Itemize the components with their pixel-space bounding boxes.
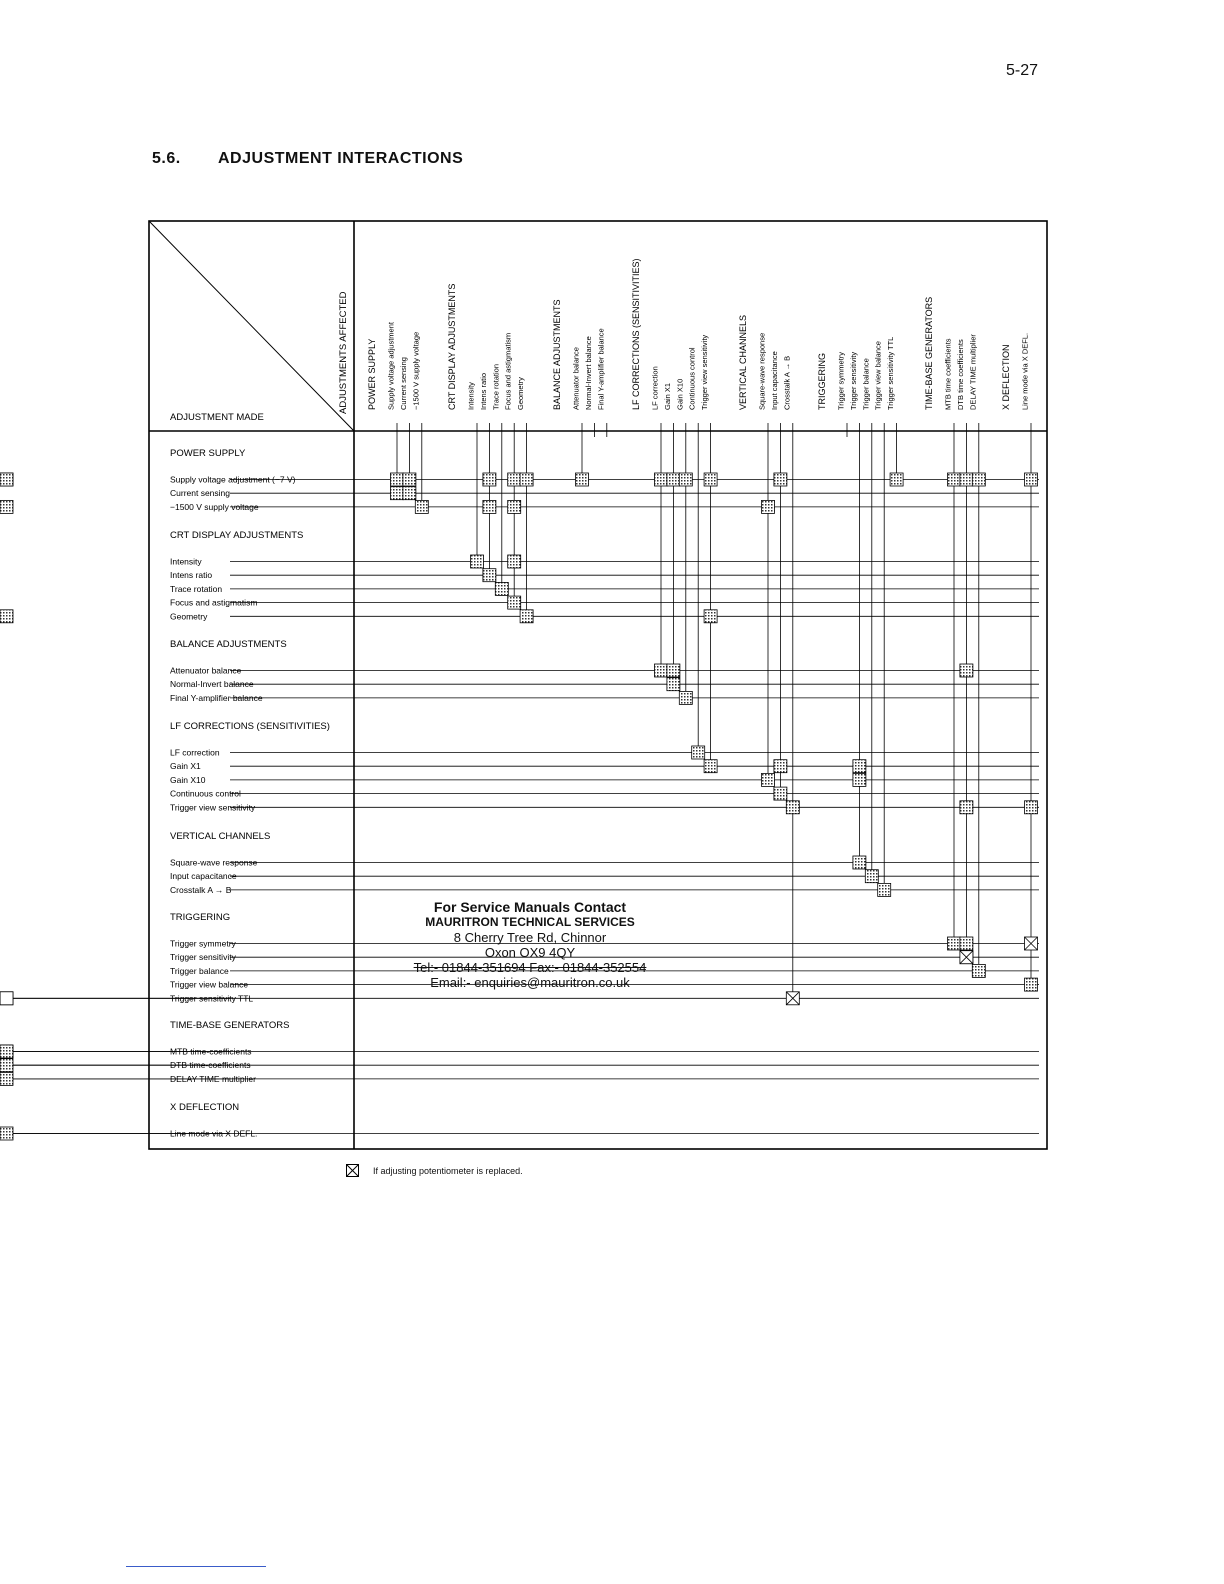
column-label: Trigger symmetry — [836, 351, 846, 410]
interaction-cell — [679, 691, 692, 704]
corner-diagonal — [149, 221, 354, 431]
column-group-2: BALANCE ADJUSTMENTS — [552, 299, 562, 410]
row-label: −1500 V supply voltage — [170, 501, 259, 512]
column-label: Crosstalk A → B — [782, 355, 792, 410]
interaction-cell — [853, 856, 866, 869]
row-label: Input capacitance — [170, 871, 237, 882]
interaction-cell — [960, 801, 973, 814]
column-label: DTB time coefficients — [955, 339, 965, 410]
interaction-cell — [960, 937, 973, 950]
row-group-3: LF CORRECTIONS (SENSITIVITIES) — [170, 721, 330, 732]
interaction-cell — [948, 473, 961, 486]
interaction-cell — [972, 964, 985, 977]
page-number: 5-27 — [1006, 62, 1039, 79]
row-group-4: VERTICAL CHANNELS — [170, 831, 271, 842]
column-group-6: TIME-BASE GENERATORS — [924, 296, 934, 410]
interaction-cell — [0, 1127, 13, 1140]
column-label: Geometry — [516, 377, 526, 410]
interaction-cell — [692, 746, 705, 759]
interaction-cell — [0, 1045, 13, 1058]
row-label: Continuous control — [170, 788, 241, 799]
row-label: Trigger symmetry — [170, 938, 236, 949]
row-label: Current sensing — [170, 488, 231, 499]
column-label: Square-wave response — [757, 332, 767, 410]
row-label: Trigger view balance — [170, 979, 249, 990]
row-label: LF correction — [170, 747, 220, 758]
interaction-cell — [667, 664, 680, 677]
interaction-cell — [655, 664, 668, 677]
legend-text: If adjusting potentiometer is replaced. — [373, 1165, 523, 1176]
interaction-cell — [391, 473, 404, 486]
row-label: MTB time-coefficients — [170, 1046, 252, 1057]
corner-label-adjustment-made: ADJUSTMENT MADE — [170, 412, 264, 423]
row-group-2: BALANCE ADJUSTMENTS — [170, 639, 287, 650]
column-label: Current sensing — [398, 357, 408, 410]
section-title: ADJUSTMENT INTERACTIONS — [218, 150, 464, 167]
column-label: Supply voltage adjustment — [386, 322, 396, 410]
column-group-3: LF CORRECTIONS (SENSITIVITIES) — [631, 258, 641, 410]
column-label: Trigger sensitivity TTL — [886, 336, 896, 410]
row-label: Gain X1 — [170, 761, 201, 772]
interaction-cell — [972, 473, 985, 486]
row-group-1: CRT DISPLAY ADJUSTMENTS — [170, 530, 304, 541]
column-label: Intensity — [466, 382, 476, 410]
row-group-6: TIME-BASE GENERATORS — [170, 1020, 290, 1031]
row-group-7: X DEFLECTION — [170, 1102, 240, 1113]
column-label: Trace rotation — [491, 364, 501, 410]
interaction-cell — [0, 500, 13, 513]
interaction-cell — [655, 473, 668, 486]
replaced-potentiometer-mark — [1025, 937, 1038, 950]
column-label: Continuous control — [687, 347, 697, 410]
row-label: Trigger balance — [170, 965, 229, 976]
interaction-cell — [704, 610, 717, 623]
interaction-cell — [495, 582, 508, 595]
column-label: Normal-Invert balance — [583, 336, 593, 410]
row-label: Intensity — [170, 556, 202, 567]
row-label: Trigger sensitivity — [170, 952, 236, 963]
interaction-cell — [1025, 801, 1038, 814]
interaction-cell — [508, 555, 521, 568]
contact-heading: For Service Manuals Contact — [433, 899, 627, 915]
interaction-cell — [853, 760, 866, 773]
interaction-cell — [508, 596, 521, 609]
interaction-cell — [403, 473, 416, 486]
interaction-cell — [865, 870, 878, 883]
column-label: Focus and astigmatism — [503, 332, 513, 410]
contact-phone: Tel:- 01844-351694 Fax:- 01844-352554 — [413, 960, 647, 975]
legend — [346, 1164, 523, 1177]
row-label: Focus and astigmatism — [170, 597, 258, 608]
interaction-cell — [667, 678, 680, 691]
row-label: Trace rotation — [170, 583, 223, 594]
row-group-5: TRIGGERING — [170, 912, 231, 923]
column-label: Intens ratio — [478, 372, 488, 410]
interaction-cell — [704, 760, 717, 773]
row-label: Trigger sensitivity TTL — [170, 993, 254, 1004]
column-label: Trigger view sensitivity — [700, 334, 710, 410]
interaction-cell — [786, 801, 799, 814]
interaction-cell — [878, 883, 891, 896]
interaction-cell — [483, 569, 496, 582]
footer-rule — [126, 1566, 266, 1567]
interaction-cell — [391, 487, 404, 500]
contact-address-2: Oxon OX9 4QY — [484, 945, 576, 960]
interaction-cell — [483, 473, 496, 486]
interaction-cell — [890, 473, 903, 486]
contact-email: Email:- enquiries@mauritron.co.uk — [430, 975, 630, 990]
interaction-cell — [403, 487, 416, 500]
replaced-potentiometer-icon — [346, 1164, 359, 1177]
interaction-cell — [0, 473, 13, 486]
column-label: −1500 V supply voltage — [411, 331, 421, 410]
column-group-0: POWER SUPPLY — [367, 338, 377, 410]
row-label: Normal-Invert balance — [170, 679, 254, 690]
row-label: Attenuator balance — [170, 665, 242, 676]
contact-stamp — [380, 900, 680, 990]
interaction-cell — [520, 610, 533, 623]
interaction-cell — [853, 773, 866, 786]
column-label: Trigger sensitivity — [848, 351, 858, 410]
row-label: Final Y-amplifier balance — [170, 692, 263, 703]
interaction-cell — [1025, 978, 1038, 991]
replaced-potentiometer-mark — [960, 951, 973, 964]
column-label: Gain X1 — [662, 382, 672, 410]
interaction-cell — [508, 500, 521, 513]
row-label: Geometry — [170, 611, 208, 622]
column-group-5: TRIGGERING — [817, 352, 827, 410]
column-group-7: X DEFLECTION — [1001, 344, 1011, 410]
section-number: 5.6. — [152, 150, 181, 167]
interaction-cell — [762, 500, 775, 513]
interaction-cell — [762, 773, 775, 786]
interaction-cell — [948, 937, 961, 950]
column-label: Final Y-amplifier balance — [596, 328, 606, 410]
interaction-cell — [1025, 473, 1038, 486]
contact-company: MAURITRON TECHNICAL SERVICES — [425, 915, 635, 929]
interaction-cell — [415, 500, 428, 513]
column-group-1: CRT DISPLAY ADJUSTMENTS — [447, 283, 457, 410]
row-label: Line mode via X DEFL. — [170, 1128, 258, 1139]
column-label: Input capacitance — [769, 351, 779, 410]
interaction-cell — [960, 664, 973, 677]
interaction-cell — [520, 473, 533, 486]
column-label: LF correction — [650, 366, 660, 410]
row-label: Supply voltage adjustment (−7 V) — [170, 474, 296, 485]
interaction-cell — [0, 610, 13, 623]
interaction-cell — [508, 473, 521, 486]
row-label: Square-wave response — [170, 857, 258, 868]
column-label: Attenuator balance — [571, 347, 581, 410]
row-label: Crosstalk A → B — [170, 884, 232, 895]
row-label: Trigger view sensitivity — [170, 802, 256, 813]
replaced-potentiometer-mark — [786, 992, 799, 1005]
interaction-cell — [774, 760, 787, 773]
interaction-cell — [0, 1072, 13, 1085]
row-group-0: POWER SUPPLY — [170, 448, 246, 459]
column-label: Trigger view balance — [873, 341, 883, 410]
column-label: MTB time coefficients — [943, 338, 953, 410]
interaction-cell — [576, 473, 589, 486]
interaction-cell — [774, 787, 787, 800]
interaction-cell — [774, 473, 787, 486]
row-label: Gain X10 — [170, 774, 206, 785]
interaction-cell — [471, 555, 484, 568]
interaction-cell — [679, 473, 692, 486]
column-group-4: VERTICAL CHANNELS — [738, 314, 748, 410]
column-label: Line mode via X DEFL. — [1020, 332, 1030, 410]
row-label: DELAY TIME multiplier — [170, 1073, 256, 1084]
interaction-cell — [483, 500, 496, 513]
row-label: Intens ratio — [170, 570, 213, 581]
replaced-potentiometer-mark — [0, 992, 13, 1005]
row-label: DTB time-coefficients — [170, 1060, 251, 1071]
interaction-cell — [960, 473, 973, 486]
contact-address-1: 8 Cherry Tree Rd, Chinnor — [453, 930, 607, 945]
interaction-cell — [667, 473, 680, 486]
column-label: Trigger balance — [861, 358, 871, 410]
interaction-cell — [0, 1059, 13, 1072]
interaction-cell — [704, 473, 717, 486]
column-label: DELAY TIME multiplier — [968, 334, 978, 410]
corner-label-adjustments-affected: ADJUSTMENTS AFFECTED — [338, 291, 349, 414]
column-label: Gain X10 — [675, 378, 685, 410]
